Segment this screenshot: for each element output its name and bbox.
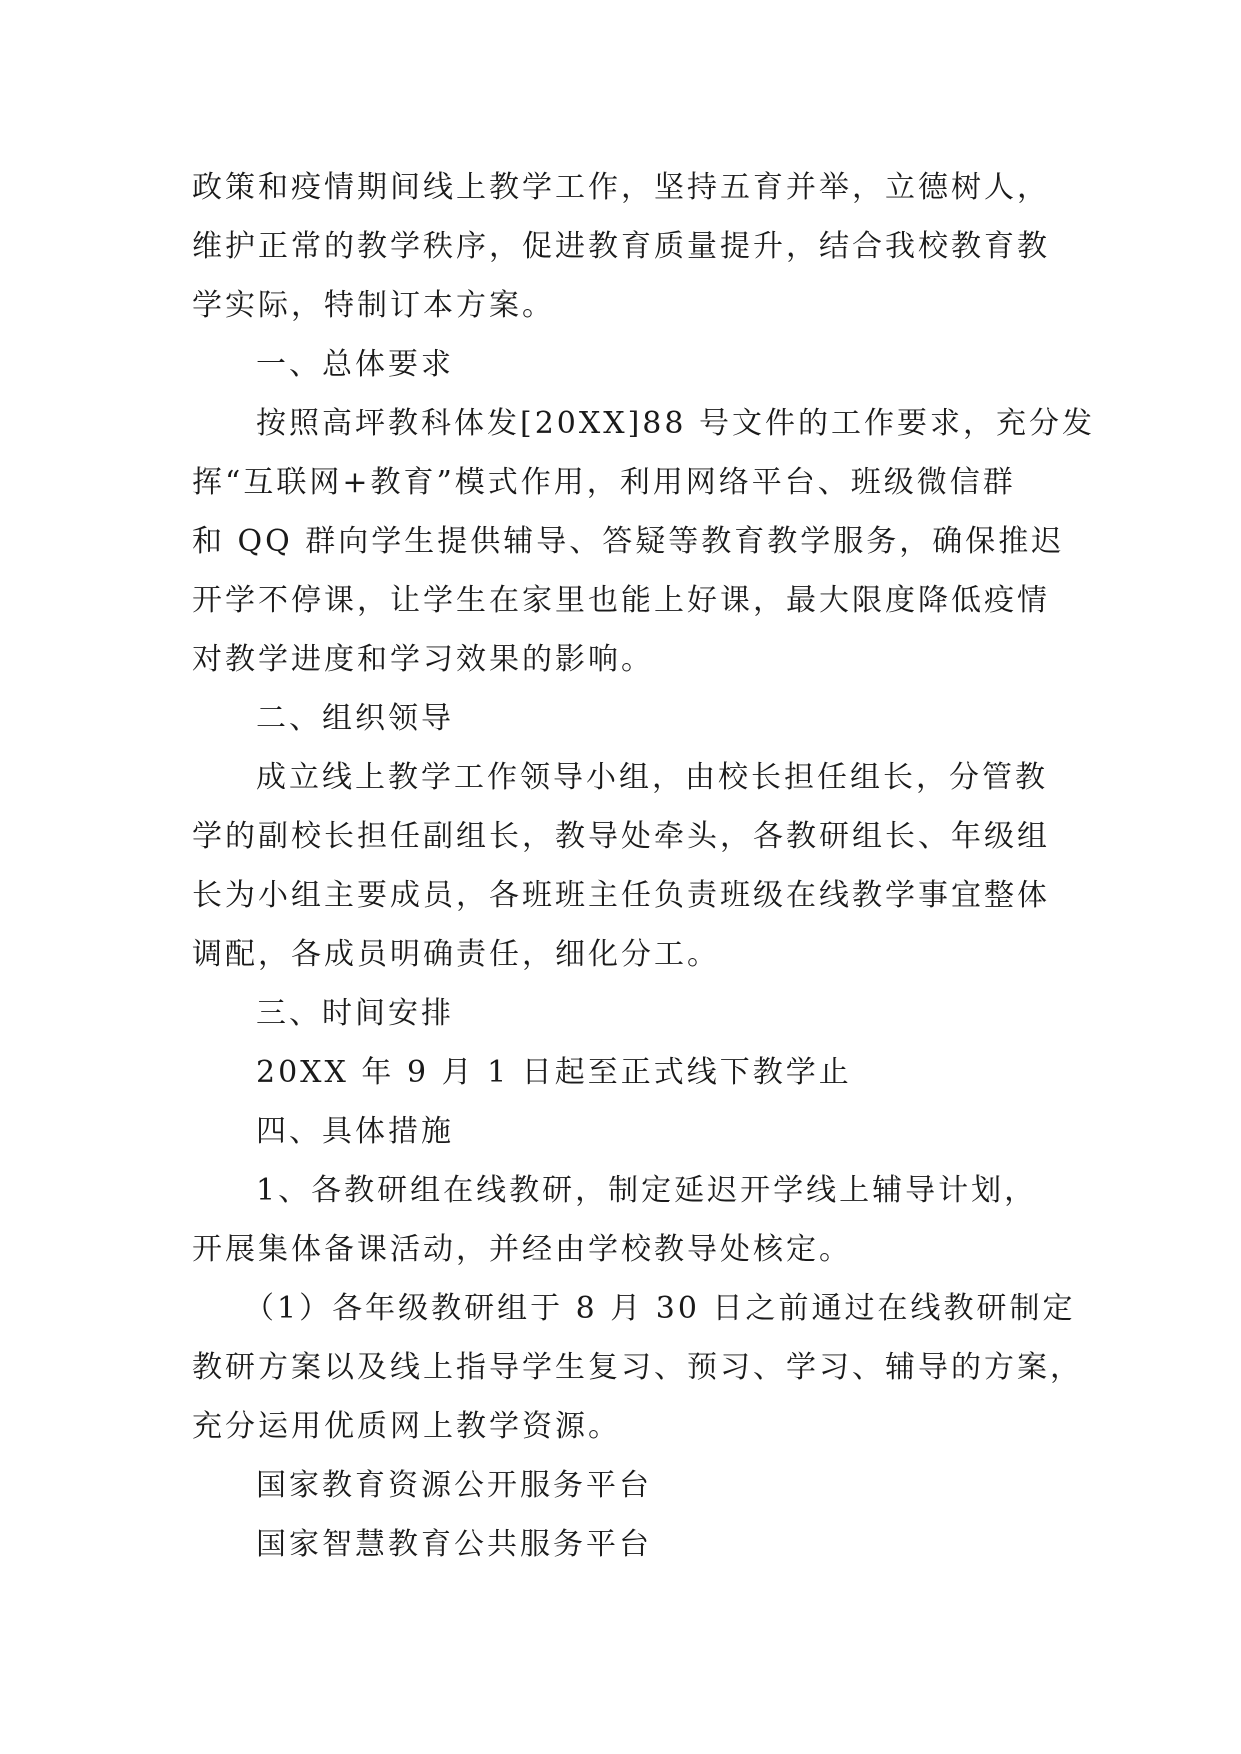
document-body (192, 158, 1096, 1574)
paragraph-line: 对教学进度和学习效果的影响。 (192, 642, 654, 677)
list-item: 国家智慧教育公共服务平台 (256, 1527, 652, 1562)
section-heading: 一、总体要求 (256, 347, 454, 382)
paragraph-line: 开学不停课，让学生在家里也能上好课，最大限度降低疫情 (192, 583, 1050, 618)
paragraph-line: 成立线上教学工作领导小组，由校长担任组长，分管教 (256, 760, 1048, 795)
paragraph-line: 长为小组主要成员，各班班主任负责班级在线教学事宜整体 (192, 878, 1050, 913)
paragraph-line: 教研方案以及线上指导学生复习、预习、学习、辅导的方案， (192, 1350, 1083, 1385)
paragraph-line: 挥“互联网+教育”模式作用，利用网络平台、班级微信群 (192, 465, 1016, 500)
paragraph-line: 按照高坪教科体发[20XX]88 号文件的工作要求，充分发 (256, 406, 1096, 441)
section-heading: 二、组织领导 (256, 701, 454, 736)
paragraph-line: 学实际，特制订本方案。 (192, 288, 555, 323)
paragraph-line: 充分运用优质网上教学资源。 (192, 1409, 621, 1444)
paragraph-line: 维护正常的教学秩序，促进教育质量提升，结合我校教育教 (192, 229, 1050, 264)
paragraph-line: 和 QQ 群向学生提供辅导、答疑等教育教学服务，确保推迟 (192, 524, 1065, 559)
section-heading: 三、时间安排 (256, 996, 454, 1031)
paragraph-line: 调配，各成员明确责任，细化分工。 (192, 937, 720, 972)
paragraph-line: 20XX 年 9 月 1 日起至正式线下教学止 (256, 1055, 852, 1090)
list-item: 国家教育资源公开服务平台 (256, 1468, 652, 1503)
section-heading: 四、具体措施 (256, 1114, 454, 1149)
paragraph-line: 1、各教研组在线教研，制定延迟开学线上辅导计划， (256, 1173, 1038, 1208)
paragraph-line: 学的副校长担任副组长，教导处牵头，各教研组长、年级组 (192, 819, 1050, 854)
paragraph-line: （1）各年级教研组于 8 月 30 日之前通过在线教研制定 (244, 1291, 1076, 1326)
paragraph-line: 政策和疫情期间线上教学工作，坚持五育并举，立德树人， (192, 170, 1050, 205)
paragraph-line: 开展集体备课活动，并经由学校教导处核定。 (192, 1232, 852, 1267)
